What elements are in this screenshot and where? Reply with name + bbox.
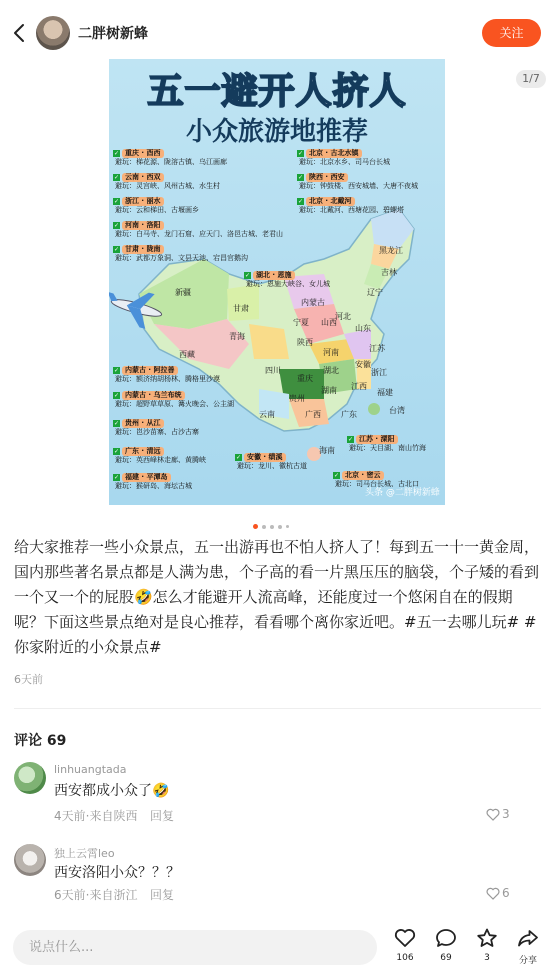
prov-label: 湖北 <box>323 366 339 375</box>
comment-like-button[interactable] <box>486 886 510 900</box>
tag-left-0: ✓ 重庆 · 酉西 避玩：梯花源、陇溶古镇、乌江画廊 <box>113 149 227 166</box>
like-count: 106 <box>396 953 414 963</box>
tag-left-2: ✓ 浙江 · 丽水 避玩：云和梯田、古堰画乡 <box>113 197 199 214</box>
carousel-dot[interactable] <box>262 525 266 529</box>
favorite-button[interactable] <box>470 928 504 963</box>
prov-label: 江苏 <box>369 344 385 353</box>
prov-label: 吉林 <box>381 268 397 277</box>
prov-label: 江西 <box>351 382 367 391</box>
prov-label: 青海 <box>229 332 245 341</box>
image-watermark: 头条 @二胖树新蜂 <box>365 488 440 498</box>
prov-label: 台湾 <box>389 406 405 415</box>
divider <box>14 708 541 709</box>
tag-right-1: ✓ 陕西 · 西安 避玩：钟鼓楼、西安城墙、大唐不夜城 <box>297 173 418 190</box>
prov-label: 福建 <box>377 388 393 397</box>
prov-label: 新疆 <box>175 288 191 297</box>
post-timestamp: 6天前 <box>14 673 43 686</box>
prov-label: 甘肃 <box>233 304 249 313</box>
heart-icon <box>486 887 500 900</box>
comment-avatar[interactable] <box>14 844 46 876</box>
prov-label: 河南 <box>323 348 339 357</box>
comment-text: 西安洛阳小众？？？ <box>54 865 180 881</box>
tag-left-7: ✓ 贵州 · 从江 避玩：岜沙苗寨、占沙古寨 <box>113 419 199 436</box>
follow-button[interactable]: 关注 <box>482 19 541 47</box>
tag-left-4: ✓ 甘肃 · 陇南 避玩：武都万象洞、文县天池、宕昌官鹅沟 <box>113 245 248 262</box>
tag-left-6: ✓ 内蒙古 · 乌兰布统 避玩：超野草草原、篝火晚会、公主湖 <box>113 391 234 408</box>
post-body: 给大家推荐一些小众景点，五一出游再也不怕人挤人了！每到五一十一黄金周，国内那些著名景点都是人满为患，个子高的看一片黑压压的脑袋，个子矮的看到一个又一个的屁股🤣怎么才能避开人流高峰，还能度过一个悠闲自在的假期呢？下面这些景点绝对是良心推荐，看看哪个离你家近吧。#五一去哪儿玩# #你家附近的小众景点# <box>14 538 540 656</box>
tag-left-5: ✓ 内蒙古 · 阿拉善 避玩：额济纳胡杨林、腾格里沙漠 <box>113 366 220 383</box>
top-bar <box>0 0 555 66</box>
tag-left-8: ✓ 广东 · 清远 避玩：英西峰林走廊、黄腾峡 <box>113 447 206 464</box>
heart-icon <box>394 928 416 948</box>
comment-input[interactable]: 说点什么... <box>13 930 377 965</box>
prov-label: 湖南 <box>321 386 337 395</box>
comment-text: 西安都成小众了🤣 <box>54 783 170 799</box>
tag-right-2: ✓ 北京 · 北戴河 避玩：北戴河、西塘花园、碧螺塔 <box>297 197 404 214</box>
prov-label: 西藏 <box>179 350 195 359</box>
carousel-dot[interactable] <box>270 525 274 529</box>
tag-right-3: ✓ 湖北 · 恩施 避玩：恩施大峡谷、女儿城 <box>244 271 330 288</box>
star-icon <box>476 928 498 948</box>
prov-label: 浙江 <box>371 368 387 377</box>
bottom-action-bar <box>0 920 555 972</box>
prov-label: 辽宁 <box>367 288 383 297</box>
author-name[interactable]: 二胖树新蜂 <box>78 26 148 42</box>
prov-label: 安徽 <box>355 360 371 369</box>
tag-right-5: ✓ 安徽 · 绩溪 避玩：龙川、徽杭古道 <box>235 453 307 470</box>
prov-label: 四川 <box>265 366 281 375</box>
tag-left-1: ✓ 云南 · 西双 避玩：灵宫峡、风州古城、水生村 <box>113 173 220 190</box>
tag-left-9: ✓ 福建 · 平潭岛 避玩：猴研岛、海坛古城 <box>113 473 192 490</box>
carousel-dot[interactable] <box>278 525 282 529</box>
heart-icon <box>486 808 500 821</box>
comment-meta: 4天前·来自陕西 <box>54 809 138 823</box>
comment-avatar[interactable] <box>14 762 46 794</box>
favorite-count: 3 <box>484 953 490 963</box>
comment-button[interactable] <box>429 928 463 963</box>
comment-bubble-icon <box>435 928 457 948</box>
image-counter: 1/7 <box>516 70 546 88</box>
comment-like-button[interactable] <box>486 807 510 821</box>
prov-label: 山东 <box>355 324 371 333</box>
prov-label: 山西 <box>321 318 337 327</box>
share-arrow-icon <box>517 928 539 948</box>
carousel-indicator <box>251 516 291 522</box>
comment-like-count: 3 <box>502 807 510 821</box>
comment-count: 69 <box>440 953 452 963</box>
share-label: 分享 <box>518 956 537 966</box>
prov-label: 河北 <box>335 312 351 321</box>
prov-label: 广东 <box>341 410 357 419</box>
carousel-dot-active[interactable] <box>253 524 258 529</box>
share-button[interactable] <box>511 928 545 966</box>
carousel-dot[interactable] <box>286 525 289 528</box>
tag-left-3: ✓ 河南 · 洛阳 避玩：白马寺、龙门石窟、应天门、洛邑古城、老君山 <box>113 221 283 238</box>
post-image[interactable] <box>109 59 445 505</box>
prov-label: 宁夏 <box>293 318 309 327</box>
prov-label: 陕西 <box>297 338 313 347</box>
reply-button[interactable]: 回复 <box>150 809 175 823</box>
prov-label: 重庆 <box>297 374 313 383</box>
comment-like-count: 6 <box>502 886 510 900</box>
tag-right-0: ✓ 北京 · 古北水镇 避玩：北京水乡、司马台长城 <box>297 149 390 166</box>
prov-label: 广西 <box>305 410 321 419</box>
comments-header: 评论 69 <box>14 733 67 749</box>
poster-subtitle: 小众旅游地推荐 <box>185 117 368 147</box>
poster-title: 五一避开人挤人 <box>147 71 407 112</box>
prov-label: 海南 <box>319 446 335 455</box>
reply-button[interactable]: 回复 <box>150 888 175 902</box>
prov-label: 内蒙古 <box>301 298 325 307</box>
back-arrow-icon[interactable] <box>10 22 30 44</box>
tag-right-4: ✓ 江苏 · 溧阳 避玩：天目湖、南山竹海 <box>347 435 426 452</box>
prov-label: 云南 <box>259 410 275 419</box>
comment-author[interactable]: linhuangtada <box>54 763 127 776</box>
prov-label: 贵州 <box>289 394 305 403</box>
like-button[interactable] <box>388 928 422 963</box>
author-avatar[interactable] <box>36 16 70 50</box>
prov-label: 黑龙江 <box>379 246 403 255</box>
comment-meta: 6天前·来自浙江 <box>54 888 138 902</box>
tag-right-6: ✓ 北京 · 密云 避玩：司马台长城、古北口 <box>333 471 419 488</box>
comment-author[interactable]: 独上云霄leo <box>54 847 115 860</box>
